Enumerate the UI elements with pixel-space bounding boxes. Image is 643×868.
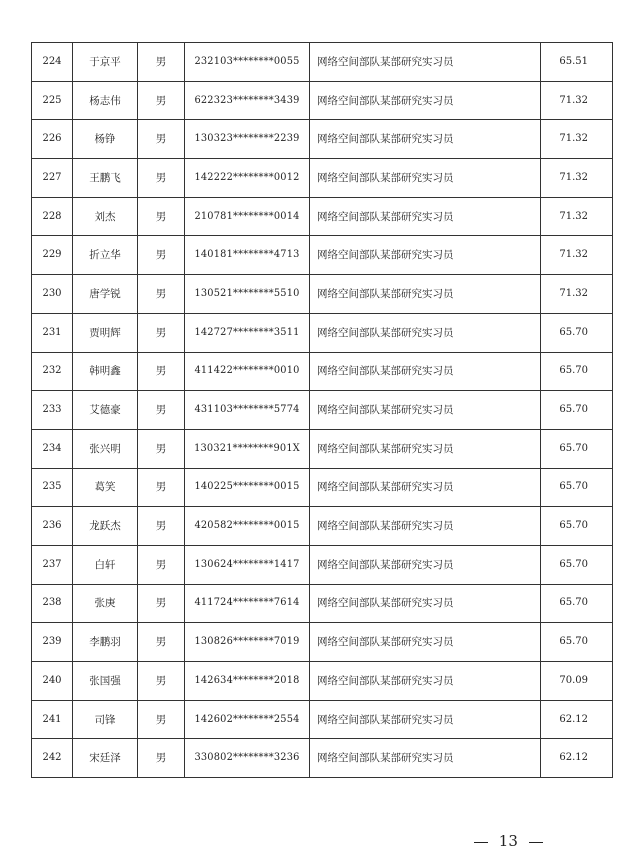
cell-id-number: 622323********3439 (185, 81, 310, 120)
cell-gender: 男 (138, 623, 185, 662)
page-footer (474, 832, 543, 850)
cell-name: 刘杰 (73, 197, 138, 236)
cell-score: 65.70 (541, 623, 613, 662)
table-row (32, 159, 613, 198)
table-row (32, 700, 613, 739)
table-row (32, 739, 613, 778)
footer-dash-right (529, 842, 543, 843)
cell-gender: 男 (138, 197, 185, 236)
cell-score: 70.09 (541, 662, 613, 701)
page-number: 13 (498, 832, 518, 850)
cell-gender: 男 (138, 468, 185, 507)
cell-gender: 男 (138, 43, 185, 82)
cell-score: 71.32 (541, 236, 613, 275)
cell-id-number: 140181********4713 (185, 236, 310, 275)
cell-name: 葛笑 (73, 468, 138, 507)
cell-id-number: 232103********0055 (185, 43, 310, 82)
cell-score: 65.70 (541, 507, 613, 546)
cell-id-number: 330802********3236 (185, 739, 310, 778)
cell-score: 62.12 (541, 739, 613, 778)
cell-number: 224 (32, 43, 73, 82)
table-row (32, 468, 613, 507)
cell-score: 71.32 (541, 159, 613, 198)
cell-number: 239 (32, 623, 73, 662)
cell-number: 230 (32, 275, 73, 314)
cell-id-number: 130826********7019 (185, 623, 310, 662)
cell-gender: 男 (138, 429, 185, 468)
cell-number: 237 (32, 545, 73, 584)
cell-name: 张兴明 (73, 429, 138, 468)
table-body (32, 43, 613, 778)
cell-position: 网络空间部队某部研究实习员 (310, 43, 541, 82)
cell-id-number: 142222********0012 (185, 159, 310, 198)
cell-position: 网络空间部队某部研究实习员 (310, 429, 541, 468)
cell-score: 65.70 (541, 429, 613, 468)
cell-score: 71.32 (541, 275, 613, 314)
table-row (32, 507, 613, 546)
table-row (32, 352, 613, 391)
cell-score: 65.70 (541, 391, 613, 430)
cell-gender: 男 (138, 700, 185, 739)
cell-gender: 男 (138, 507, 185, 546)
cell-score: 65.70 (541, 468, 613, 507)
cell-number: 227 (32, 159, 73, 198)
table-row (32, 236, 613, 275)
cell-name: 杨铮 (73, 120, 138, 159)
table-row (32, 391, 613, 430)
cell-number: 228 (32, 197, 73, 236)
cell-number: 235 (32, 468, 73, 507)
table-row (32, 43, 613, 82)
cell-number: 241 (32, 700, 73, 739)
cell-position: 网络空间部队某部研究实习员 (310, 662, 541, 701)
cell-name: 韩明鑫 (73, 352, 138, 391)
table-row (32, 623, 613, 662)
cell-score: 65.51 (541, 43, 613, 82)
cell-score: 65.70 (541, 313, 613, 352)
cell-gender: 男 (138, 313, 185, 352)
cell-id-number: 130323********2239 (185, 120, 310, 159)
cell-name: 宋廷泽 (73, 739, 138, 778)
table-row (32, 545, 613, 584)
cell-name: 唐学锐 (73, 275, 138, 314)
cell-score: 71.32 (541, 197, 613, 236)
cell-number: 236 (32, 507, 73, 546)
cell-position: 网络空间部队某部研究实习员 (310, 81, 541, 120)
cell-position: 网络空间部队某部研究实习员 (310, 391, 541, 430)
cell-id-number: 130521********5510 (185, 275, 310, 314)
cell-score: 71.32 (541, 120, 613, 159)
cell-position: 网络空间部队某部研究实习员 (310, 313, 541, 352)
cell-id-number: 411422********0010 (185, 352, 310, 391)
cell-id-number: 130321********901X (185, 429, 310, 468)
cell-id-number: 431103********5774 (185, 391, 310, 430)
table-row (32, 275, 613, 314)
table-row (32, 584, 613, 623)
cell-number: 238 (32, 584, 73, 623)
cell-position: 网络空间部队某部研究实习员 (310, 159, 541, 198)
cell-gender: 男 (138, 159, 185, 198)
cell-position: 网络空间部队某部研究实习员 (310, 623, 541, 662)
cell-gender: 男 (138, 120, 185, 159)
cell-number: 231 (32, 313, 73, 352)
cell-number: 232 (32, 352, 73, 391)
cell-number: 226 (32, 120, 73, 159)
cell-position: 网络空间部队某部研究实习员 (310, 739, 541, 778)
cell-name: 杨志伟 (73, 81, 138, 120)
cell-gender: 男 (138, 236, 185, 275)
cell-position: 网络空间部队某部研究实习员 (310, 352, 541, 391)
cell-id-number: 130624********1417 (185, 545, 310, 584)
cell-number: 225 (32, 81, 73, 120)
cell-name: 贾明辉 (73, 313, 138, 352)
cell-gender: 男 (138, 662, 185, 701)
cell-gender: 男 (138, 81, 185, 120)
cell-id-number: 142727********3511 (185, 313, 310, 352)
cell-position: 网络空间部队某部研究实习员 (310, 584, 541, 623)
cell-position: 网络空间部队某部研究实习员 (310, 545, 541, 584)
table-row (32, 197, 613, 236)
cell-gender: 男 (138, 391, 185, 430)
cell-score: 71.32 (541, 81, 613, 120)
cell-gender: 男 (138, 545, 185, 584)
table-row (32, 120, 613, 159)
cell-id-number: 210781********0014 (185, 197, 310, 236)
cell-id-number: 140225********0015 (185, 468, 310, 507)
cell-name: 龙跃杰 (73, 507, 138, 546)
cell-gender: 男 (138, 352, 185, 391)
cell-gender: 男 (138, 275, 185, 314)
cell-id-number: 411724********7614 (185, 584, 310, 623)
cell-position: 网络空间部队某部研究实习员 (310, 507, 541, 546)
cell-name: 张庚 (73, 584, 138, 623)
cell-position: 网络空间部队某部研究实习员 (310, 468, 541, 507)
cell-name: 张国强 (73, 662, 138, 701)
cell-position: 网络空间部队某部研究实习员 (310, 236, 541, 275)
cell-name: 司锋 (73, 700, 138, 739)
cell-name: 李鹏羽 (73, 623, 138, 662)
table-row (32, 662, 613, 701)
cell-score: 65.70 (541, 352, 613, 391)
cell-gender: 男 (138, 584, 185, 623)
cell-position: 网络空间部队某部研究实习员 (310, 197, 541, 236)
cell-id-number: 420582********0015 (185, 507, 310, 546)
cell-number: 233 (32, 391, 73, 430)
cell-name: 折立华 (73, 236, 138, 275)
cell-id-number: 142634********2018 (185, 662, 310, 701)
cell-position: 网络空间部队某部研究实习员 (310, 120, 541, 159)
cell-name: 于京平 (73, 43, 138, 82)
cell-number: 240 (32, 662, 73, 701)
cell-number: 234 (32, 429, 73, 468)
cell-position: 网络空间部队某部研究实习员 (310, 275, 541, 314)
footer-dash-left (474, 842, 488, 843)
table-row (32, 313, 613, 352)
table-row (32, 429, 613, 468)
cell-gender: 男 (138, 739, 185, 778)
cell-score: 65.70 (541, 545, 613, 584)
cell-id-number: 142602********2554 (185, 700, 310, 739)
candidate-table (31, 42, 613, 778)
cell-score: 62.12 (541, 700, 613, 739)
cell-number: 242 (32, 739, 73, 778)
table-row (32, 81, 613, 120)
cell-score: 65.70 (541, 584, 613, 623)
cell-name: 艾德豪 (73, 391, 138, 430)
cell-position: 网络空间部队某部研究实习员 (310, 700, 541, 739)
cell-number: 229 (32, 236, 73, 275)
cell-name: 王鹏飞 (73, 159, 138, 198)
cell-name: 白轩 (73, 545, 138, 584)
